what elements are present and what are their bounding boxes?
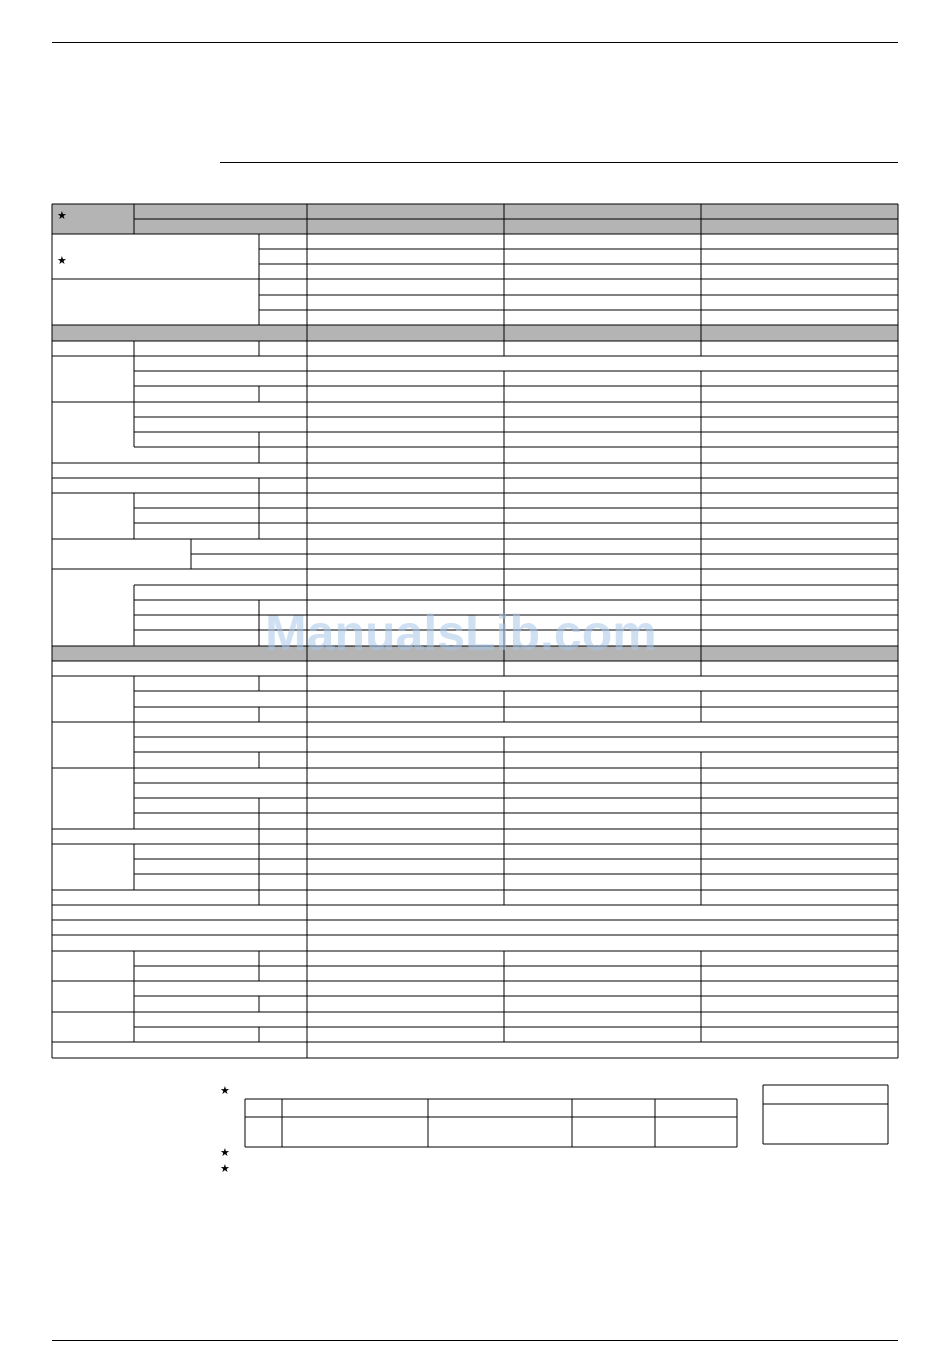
star-marker: ★	[57, 254, 67, 267]
note-star-marker: ★	[220, 1162, 230, 1175]
star-marker: ★	[57, 209, 67, 222]
note-star-marker: ★	[220, 1084, 230, 1097]
section-header	[52, 325, 898, 341]
note-star-marker: ★	[220, 1146, 230, 1159]
watermark: ManualsLib.com	[265, 605, 657, 661]
